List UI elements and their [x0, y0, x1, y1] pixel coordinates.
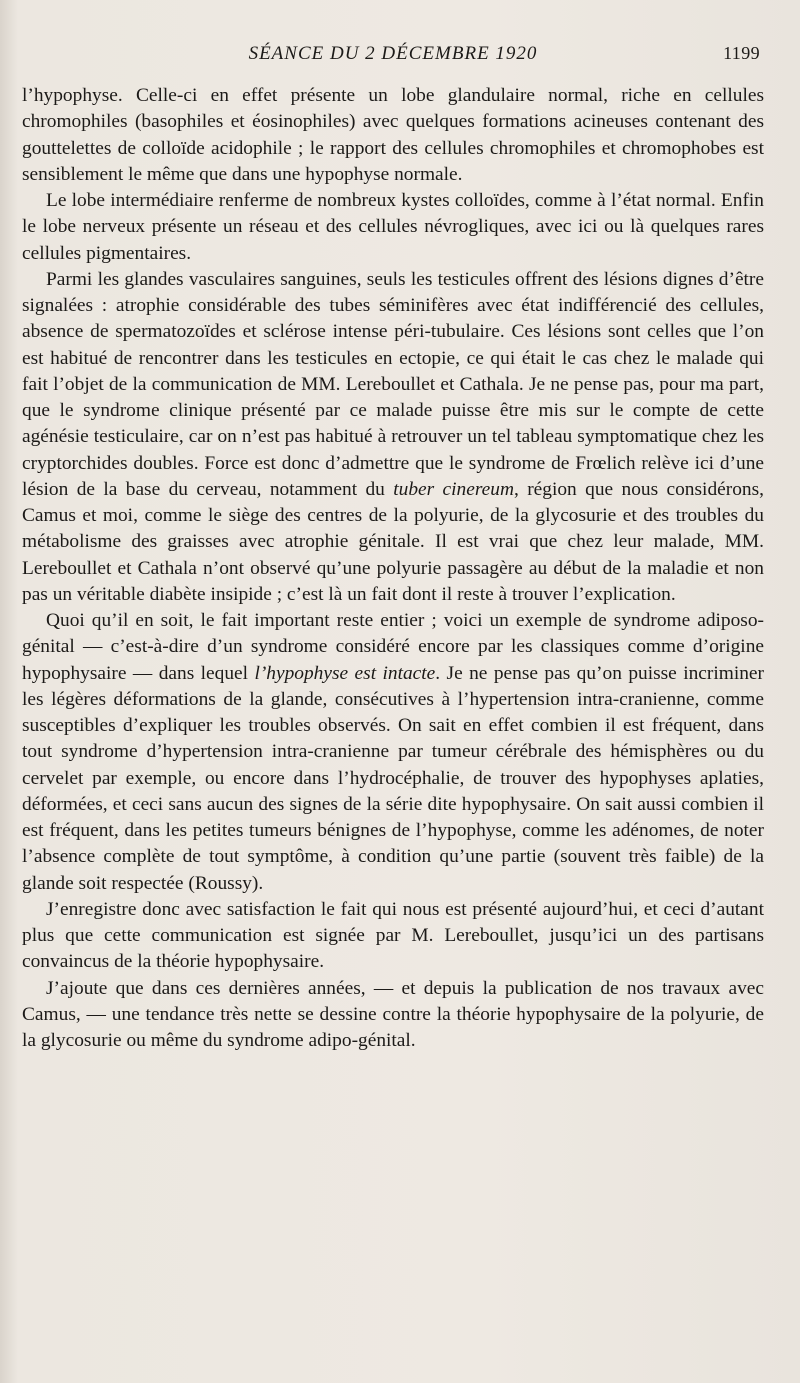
text-segment: J’ajoute que dans ces dernières années, — et depuis la publication de nos travaux avec Camus, — une tendance très nette se dessine contre la théorie hypophysaire de la polyurie, de la glycosurie ou même du syndrome adipo-génital. [22, 977, 764, 1051]
text-segment: . Je ne pense pas qu’on puisse incriminer les légères déformations de la glande, consécutives à l’hypertension intra-cranienne, comme susceptibles d’expliquer les troubles observés. On sait en effet combien il est fréquent, dans tout syndrome d’hypertension intra-cranienne par tumeur cérébrale des hémisphères ou du cervelet par exemple, ou encore dans l’hydrocéphalie, de trouver des hypophyses aplaties, déformées, et ceci sans aucun des signes de la série dite hypophysaire. On sait aussi combien il est fréquent, dans les petites tumeurs bénignes de l’hypophyse, comme les adénomes, de noter l’absence complète de tout symptôme, à condition qu’une partie (souvent très faible) de la glande soit respectée (Roussy). [22, 662, 764, 894]
paragraph [22, 83, 764, 188]
italic-term: l’hypophyse est intacte [254, 662, 436, 684]
italic-term: tuber cinereum [393, 478, 514, 500]
paragraph [22, 267, 764, 608]
text-segment: Parmi les glandes vasculaires sanguines, seuls les testicules offrent des lésions dignes d’être signalées : atrophie considérable des tubes séminifères avec état indifférencié des cellules, absence de spermatozoïdes et sclérose intense péri-tubulaire. Ces lésions sont celles que l’on est habitué de rencontrer dans les testicules en ectopie, ce qui était le cas chez le malade qui fait l’objet de la communication de MM. Lereboullet et Cathala. Je ne pense pas, pour ma part, que le syndrome clinique présenté par ce malade puisse être mis sur le compte de cette agénésie testiculaire, car on n’est pas habitué à retrouver un tel tableau symptomatique chez les cryptorchides doubles. Force est donc d’admettre que le syndrome de Frœlich relève ici d’une lésion de la base du cerveau, notamment du [22, 268, 764, 500]
paragraph [22, 976, 764, 1055]
running-header [22, 43, 764, 73]
text-segment: , région que nous considérons, Camus et moi, comme le siège des centres de la polyurie, de la glycosurie et des troubles du métabolisme des graisses avec atrophie génitale. Il est vrai que chez leur malade, MM. Lereboullet et Cathala n’ont observé qu’une polyurie passagère au début de la maladie et non pas un véritable diabète insipide ; c’est là un fait dont il reste à trouver l’explication. [22, 478, 764, 605]
body-text [22, 83, 764, 1054]
paragraph [22, 188, 764, 267]
text-segment: J’enregistre donc avec satisfaction le fait qui nous est présenté aujourd’hui, et ceci d’autant plus que cette communication est signée par M. Lereboullet, jusqu’ici un des partisans convaincus de la théorie hypophysaire. [22, 898, 764, 973]
text-segment: Le lobe intermédiaire renferme de nombreux kystes colloïdes, comme à l’état normal. Enfin le lobe nerveux présente un réseau et des cellules névrogliques, avec ici ou là quelques rares cellules pigmentaires. [22, 190, 764, 264]
paragraph [22, 897, 764, 976]
text-segment: Quoi qu’il en soit, le fait important reste entier ; voici un exemple de syndrome adiposo-génital — c’est-à-dire d’un syndrome considéré encore par les classiques comme d’origine hypophysaire — dans lequel [22, 610, 764, 684]
page-number: 1199 [723, 43, 760, 63]
running-title: SÉANCE DU 2 DÉCEMBRE 1920 [248, 43, 538, 64]
text-segment: l’hypophyse. Celle-ci en effet présente un lobe glandulaire normal, riche en cellules chromophiles (basophiles et éosinophiles) avec quelques formations acineuses contenant des gouttelettes de colloïde acidophile ; le rapport des cellules chromophiles et chromophobes est sensiblement le même que dans une hypophyse normale. [22, 85, 764, 185]
paragraph [22, 608, 764, 897]
